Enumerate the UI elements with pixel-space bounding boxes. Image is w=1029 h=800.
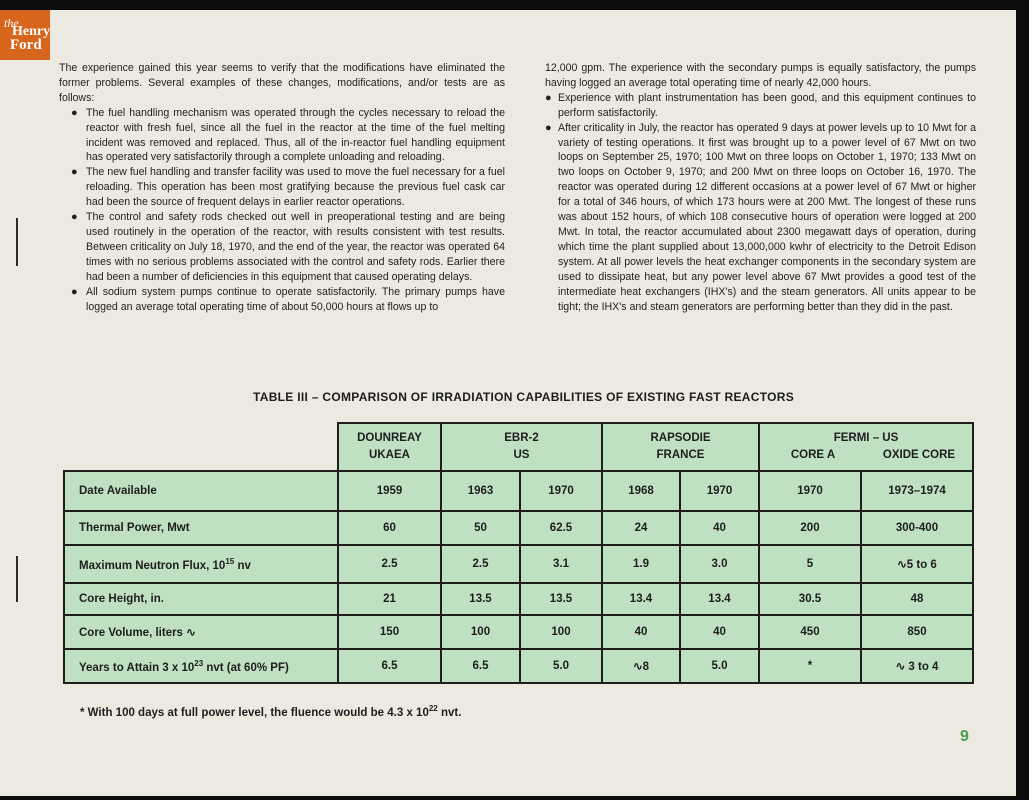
row-label-suffix: nv (234, 559, 251, 572)
bullet-item (59, 285, 505, 315)
fermi-subheaders (760, 447, 972, 464)
bullet-item (59, 106, 505, 166)
table-cell: 1.9 (602, 545, 680, 583)
table-footnote (80, 704, 461, 719)
table-cell: 13.4 (602, 583, 680, 615)
table-cell: 40 (602, 615, 680, 649)
table-cell: ∿5 to 6 (861, 545, 973, 583)
row-label: Thermal Power, Mwt (64, 511, 338, 545)
bullet-text: All sodium system pumps continue to operate satisfactorily. The primary pumps have logged an average total operating time of about 50,000 hours at flows up to (86, 285, 505, 313)
header-line: RAPSODIE (650, 432, 711, 444)
table-cell: 1970 (520, 471, 602, 511)
table-cell: 1968 (602, 471, 680, 511)
left-text-column (59, 61, 505, 314)
page-number: 9 (960, 728, 969, 745)
bullet-list (59, 106, 505, 315)
table-cell: 1973–1974 (861, 471, 973, 511)
row-label: Date Available (64, 471, 338, 511)
table-cell: 3.1 (520, 545, 602, 583)
row-label (64, 649, 338, 683)
bullet-icon: ● (545, 91, 552, 104)
bullet-item (545, 91, 976, 121)
header-line: DOUNREAY (357, 432, 422, 444)
row-label: Core Height, in. (64, 583, 338, 615)
table-cell: 100 (520, 615, 602, 649)
table-cell: 100 (441, 615, 520, 649)
row-label-text: Maximum Neutron Flux, 10 (79, 559, 226, 572)
bullet-icon: ● (71, 106, 78, 119)
row-label-text: Years to Attain 3 x 10 (79, 661, 195, 674)
row-label-exponent: 15 (225, 556, 235, 566)
footnote-text: * With 100 days at full power level, the fluence would be 4.3 x 10 (80, 706, 429, 719)
table-cell: 200 (759, 511, 861, 545)
table-cell: 1963 (441, 471, 520, 511)
bullet-text: The new fuel handling and transfer facility was used to move the fuel necessary for a fuel reloading. This operation has been most gratifying because the previous fuel cask car had been the source of frequent delays in earlier reactor operations. (86, 166, 505, 209)
row-label (64, 545, 338, 583)
table-cell: 62.5 (520, 511, 602, 545)
continuation-paragraph: 12,000 gpm. The experience with the secondary pumps is equally satisfactory, the pumps having logged an average total operating time of nearly 42,000 hours. (545, 62, 976, 89)
table-row (64, 545, 973, 583)
table-row (64, 583, 973, 615)
header-dounreay (338, 423, 441, 471)
logo-henry: Henry (12, 24, 51, 39)
logo-the: the (4, 16, 19, 30)
table-row (64, 615, 973, 649)
table-cell: 60 (338, 511, 441, 545)
table-cell: 13.5 (520, 583, 602, 615)
table-cell: 5.0 (680, 649, 759, 683)
bullet-item (545, 121, 976, 315)
right-text-column (545, 61, 976, 314)
header-line: US (513, 449, 530, 461)
table-row (64, 649, 973, 683)
row-label-suffix: nvt (at 60% PF) (203, 661, 289, 674)
table-cell: 30.5 (759, 583, 861, 615)
table-cell: 450 (759, 615, 861, 649)
row-label: Core Volume, liters ∿ (64, 615, 338, 649)
table-cell: 1959 (338, 471, 441, 511)
table-cell: 2.5 (441, 545, 520, 583)
bullet-list (545, 91, 976, 315)
bullet-icon: ● (545, 121, 552, 134)
bullet-icon: ● (71, 211, 78, 224)
table-header-row (64, 423, 973, 471)
table-cell: 150 (338, 615, 441, 649)
table-cell: 13.4 (680, 583, 759, 615)
header-line: UKAEA (369, 449, 410, 461)
table-cell: * (759, 649, 861, 683)
binder-ring-mark (16, 218, 18, 266)
footnote-suffix: nvt. (437, 706, 462, 719)
bullet-text: After criticality in July, the reactor has operated 9 days at power levels up to 10 Mwt for a variety of testing operations. It first was brought up to a power level of 67 Mwt on two loops on September 25, 1970; 100 Mwt on three loops on October 1, 1970; 133 Mwt on two loops on October 9, 1970; and 200 Mwt on three loops on October 16, 1970. The reactor was operated during 12 different occasions at a power level of 67 Mwt or higher for a total of 346 hours, of which 173 hours were at 200 Mwt. The longest of these runs was about 152 hours, of which 108 consecutive hours of operation were logged at 200 Mwt. In total, the reactor accumulated about 2300 megawatt days of operation, during which time the plant supplied about 13,000,000 kwhr of electricity to the Detroit Edison system. At all power levels the heat exchanger components in the secondary system are used to dissipate heat, but any power level above 67 Mwt provides a good test of the intermediate heat exchangers (IHX's) and the steam generators. All units appear to be tight; the IHX's and steam generators are performing better than they did in the past. (558, 121, 976, 313)
table-cell: 48 (861, 583, 973, 615)
table-cell: 13.5 (441, 583, 520, 615)
table-cell: 1970 (759, 471, 861, 511)
bullet-item (59, 165, 505, 210)
bullet-text: The control and safety rods checked out well in preoperational testing and are being used routinely in the operation of the reactor, with results consistent with test results. Between criticality on July 18, 1970, and the end of the year, the reactor was operated 64 times with no serious problems associated with the control and safety rods. Earlier there had been a number of deficiencies in this equipment that caused operating delays. (86, 211, 505, 283)
table-cell: 850 (861, 615, 973, 649)
header-blank-cell (64, 423, 338, 471)
irradiation-table (63, 422, 974, 684)
table-cell: 5.0 (520, 649, 602, 683)
table-cell: 24 (602, 511, 680, 545)
bullet-item (59, 210, 505, 285)
table-cell: 3.0 (680, 545, 759, 583)
header-core-a: CORE A (790, 449, 836, 461)
table-cell: 5 (759, 545, 861, 583)
bullet-icon: ● (71, 166, 78, 179)
table-cell: 300-400 (861, 511, 973, 545)
henry-ford-logo (0, 10, 50, 60)
document-page (0, 10, 1016, 796)
header-line: EBR-2 (504, 432, 539, 444)
table-title: TABLE III – COMPARISON OF IRRADIATION CAPABILITIES OF EXISTING FAST REACTORS (253, 390, 795, 404)
table-cell: 2.5 (338, 545, 441, 583)
table-cell: 6.5 (338, 649, 441, 683)
bullet-text: The fuel handling mechanism was operated through the cycles necessary to reload the reactor with fresh fuel, since all the fuel in the reactor at the time of the fuel melting incident was removed and replaced. Thus, all of the in-reactor fuel handling equipment has operated very satisfactorily through a complete unloading and reloading. (86, 106, 505, 164)
row-label-exponent: 23 (194, 658, 204, 668)
bullet-icon: ● (71, 285, 78, 298)
binder-ring-mark (16, 556, 18, 602)
header-ebr2 (441, 423, 602, 471)
header-rapsodie (602, 423, 759, 471)
footnote-exponent: 22 (428, 704, 438, 713)
header-oxide-core: OXIDE CORE (882, 449, 956, 461)
header-line: FRANCE (656, 449, 705, 461)
table-cell: 21 (338, 583, 441, 615)
table-row (64, 511, 973, 545)
table-cell: ∿8 (602, 649, 680, 683)
header-fermi (759, 423, 973, 471)
table-cell: 6.5 (441, 649, 520, 683)
table-cell: 40 (680, 511, 759, 545)
table-cell: ∿ 3 to 4 (861, 649, 973, 683)
table-cell: 50 (441, 511, 520, 545)
table-cell: 1970 (680, 471, 759, 511)
table-cell: 40 (680, 615, 759, 649)
header-line: FERMI – US (833, 432, 899, 444)
intro-paragraph: The experience gained this year seems to verify that the modifications have eliminated the former problems. Several examples of these changes, modifications, and/or tests are as follows: (59, 62, 505, 104)
table-row (64, 471, 973, 511)
logo-ford: Ford (10, 37, 42, 53)
bullet-text: Experience with plant instrumentation has been good, and this equipment continues to perform satisfactorily. (558, 91, 976, 119)
